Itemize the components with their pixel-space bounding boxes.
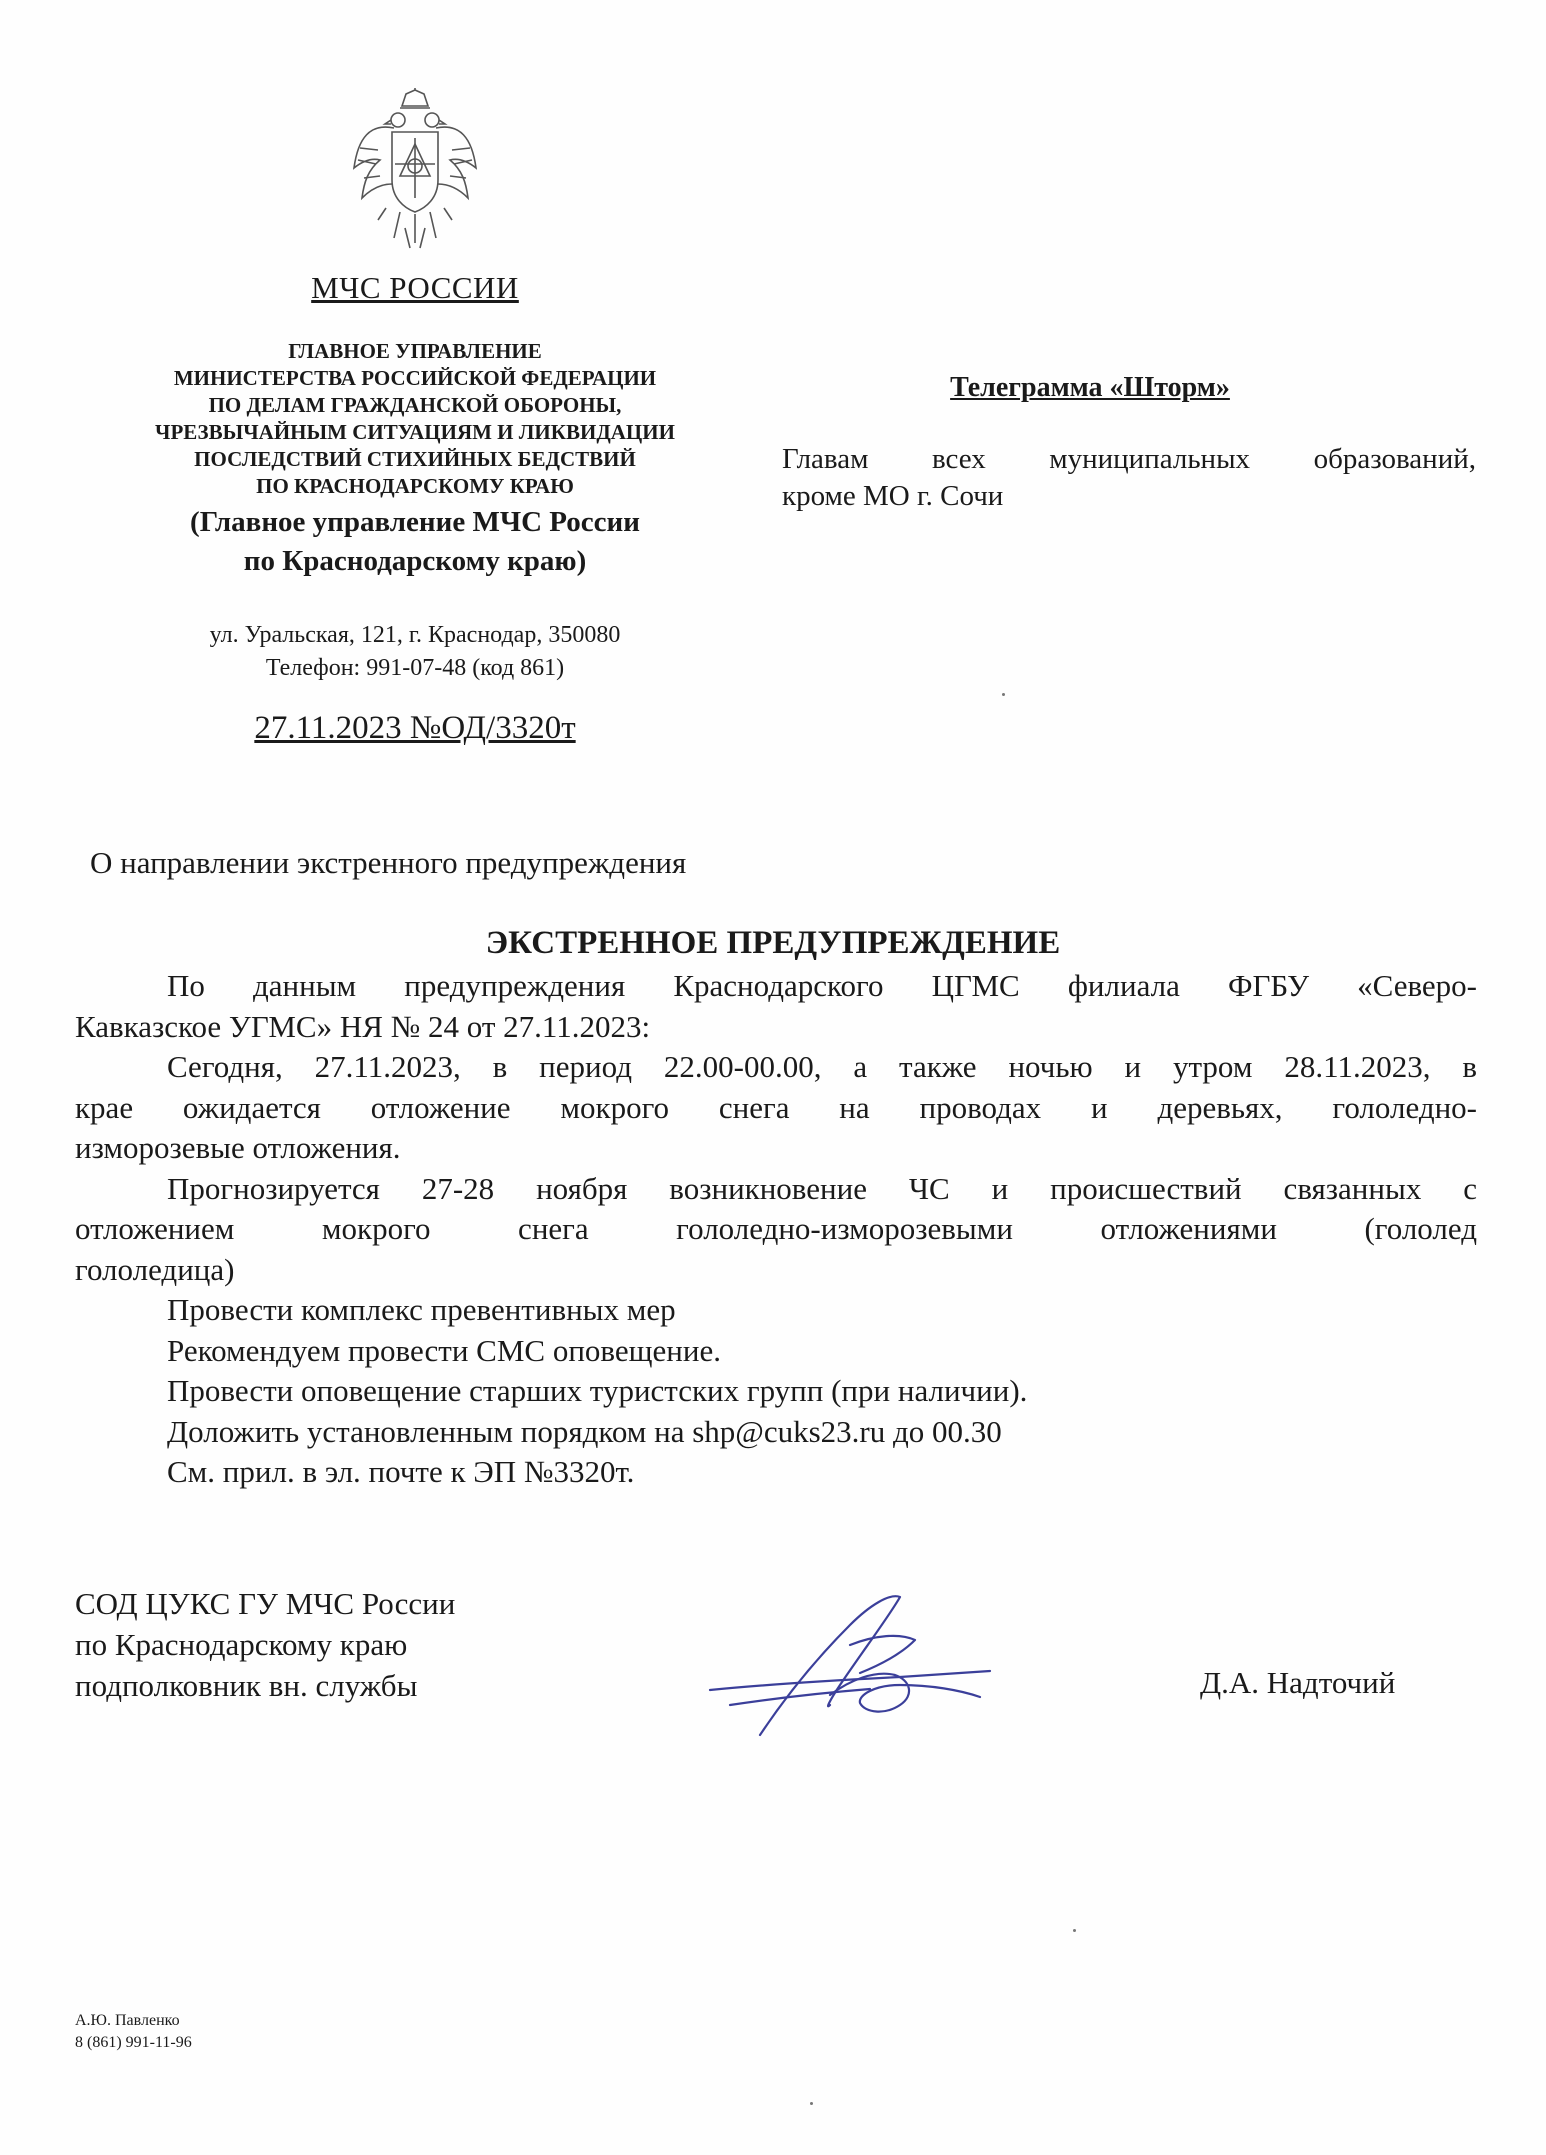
org-address (90, 619, 740, 685)
paragraph-line: крае ожидается отложение мокрого снега на проводах и деревьях, гололедно- (75, 1089, 1477, 1125)
instruction-item: Доложить установленным порядком на shp@cuks23.ru до 00.30 (167, 1413, 1002, 1449)
recipients-line: Главам всех муниципальных образований, (782, 443, 1476, 475)
signer-name: Д.А. Надточий (1200, 1665, 1396, 1700)
instruction-item: Рекомендуем провести СМС оповещение. (167, 1332, 721, 1368)
scan-speck (1073, 1929, 1076, 1932)
org-full-line: ЧРЕЗВЫЧАЙНЫМ СИТУАЦИЯМ И ЛИКВИДАЦИИ (155, 420, 675, 444)
executor-name: А.Ю. Павленко (75, 2012, 180, 2029)
recipients-line: кроме МО г. Сочи (782, 480, 1004, 512)
executor-phone: 8 (861) 991-11-96 (75, 2034, 192, 2051)
document-body (75, 966, 1477, 1493)
phone-line: Телефон: 991-07-48 (код 861) (265, 655, 565, 681)
instruction-item: Провести оповещение старших туристских групп (при наличии). (167, 1373, 1028, 1408)
instruction-item: Провести комплекс превентивных мер (167, 1292, 676, 1327)
scan-speck (1002, 693, 1005, 696)
paragraph-line: Кавказское УГМС» НЯ № 24 от 27.11.2023: (75, 1008, 651, 1044)
address-line: ул. Уральская, 121, г. Краснодар, 350080 (209, 622, 621, 648)
paragraph-line: гололедица) (75, 1251, 235, 1287)
instruction-item: См. прил. в эл. почте к ЭП №3320т. (167, 1454, 635, 1489)
signer-position-line: СОД ЦУКС ГУ МЧС России (75, 1586, 456, 1621)
paragraph-prognosis (75, 1169, 1477, 1291)
subject-line: О направлении экстренного предупреждения (90, 845, 687, 880)
paragraph-line: Сегодня, 27.11.2023, в период 22.00-00.00, а также ночью и утром 28.11.2023, в (167, 1049, 1477, 1084)
org-full-line: ПО КРАСНОДАРСКОМУ КРАЮ (256, 474, 574, 498)
executor-info (75, 2010, 192, 2054)
signer-position-line: подполковник вн. службы (75, 1668, 418, 1703)
paragraph-line: По данным предупреждения Краснодарского ЦГМС филиала ФГБУ «Северо- (167, 968, 1477, 1003)
scan-speck (810, 2102, 813, 2105)
instruction-list (75, 1290, 1477, 1493)
paragraph-line: отложением мокрого снега гололедно-изморозевыми отложениями (гололед (75, 1211, 1477, 1246)
signer-position (75, 1583, 455, 1706)
org-full-line: МИНИСТЕРСТВА РОССИЙСКОЙ ФЕДЕРАЦИИ (173, 366, 657, 390)
document-heading: ЭКСТРЕННОЕ ПРЕДУПРЕЖДЕНИЕ (485, 925, 1061, 961)
paragraph-line: изморозевые отложения. (75, 1130, 401, 1165)
org-alias-line: по Краснодарскому краю) (243, 545, 587, 577)
org-alias (90, 503, 740, 581)
emblem-icon (350, 88, 480, 253)
telegram-title: Телеграмма «Шторм» (950, 372, 1230, 403)
org-full-name (90, 338, 740, 500)
org-full-line: ПОСЛЕДСТВИЙ СТИХИЙНЫХ БЕДСТВИЙ (194, 447, 636, 471)
org-full-line: ГЛАВНОЕ УПРАВЛЕНИЕ (288, 339, 542, 363)
signer-position-line: по Краснодарскому краю (75, 1627, 408, 1662)
org-short-name: МЧС РОССИИ (311, 270, 519, 305)
recipients (782, 441, 1476, 515)
registration-number: 27.11.2023 №ОД/3320т (254, 710, 576, 746)
paragraph-source (75, 966, 1477, 1047)
handwritten-signature (700, 1585, 1000, 1745)
paragraph-line: Прогнозируется 27-28 ноября возникновение ЧС и происшествий связанных с (167, 1170, 1477, 1206)
org-alias-line: (Главное управление МЧС России (190, 506, 640, 538)
paragraph-forecast (75, 1047, 1477, 1169)
org-full-line: ПО ДЕЛАМ ГРАЖДАНСКОЙ ОБОРОНЫ, (208, 393, 622, 417)
